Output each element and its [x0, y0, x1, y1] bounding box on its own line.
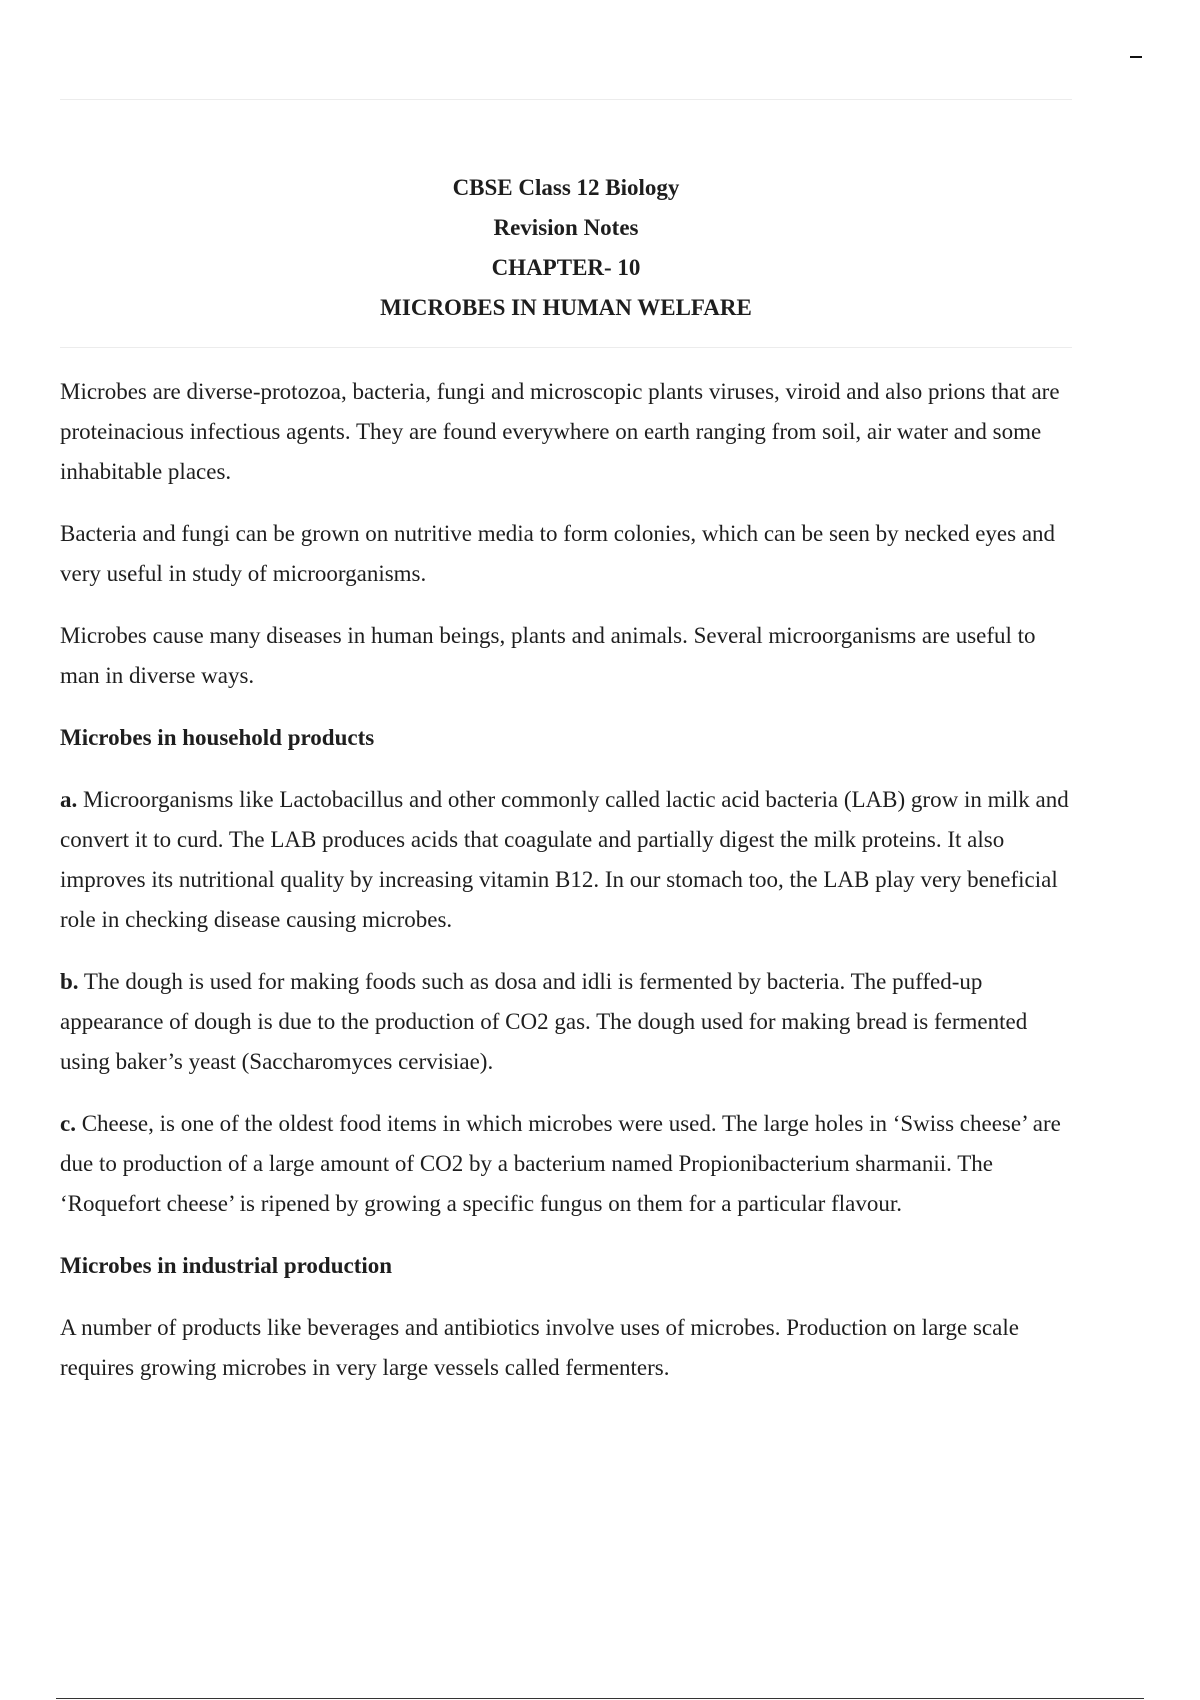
header-chapter-number: CHAPTER- 10 — [491, 255, 641, 280]
culture-paragraph: Bacteria and fungi can be grown on nutritive media to form colonies, which can be seen by necked eyes and very useful in study of microorganisms. — [60, 521, 1056, 586]
item-text: Cheese, is one of the oldest food items in which microbes were used. The large holes in ‘Swiss cheese’ are due to production of a large amount of CO2 by a bacterium named Propionibacterium sharmanii. The ‘Roquefort cheese’ is ripened by growing a specific fungus on them for a particular flavour. — [60, 1111, 1061, 1216]
diseases-paragraph: Microbes cause many diseases in human beings, plants and animals. Several microorganisms are useful to man in diverse ways. — [60, 623, 1036, 688]
item-text: The dough is used for making foods such as dosa and idli is fermented by bacteria. The puffed-up appearance of dough is due to the production of CO2 gas. The dough used for making bread is fermented using baker’s yeast (Saccharomyces cervisiae). — [60, 969, 1028, 1074]
document-header — [60, 168, 1072, 328]
header-notes-title: Revision Notes — [493, 215, 639, 240]
item-text: Microorganisms like Lactobacillus and other commonly called lactic acid bacteria (LAB) grow in milk and convert it to curd. The LAB produces acids that coagulate and partially digest the milk proteins. It also improves its nutritional quality by increasing vitamin B12. In our stomach too, the LAB play very beneficial role in checking disease causing microbes. — [60, 787, 1069, 932]
document-body — [60, 372, 1080, 1410]
household-item-a — [60, 780, 1080, 940]
industrial-heading: Microbes in industrial production — [60, 1253, 393, 1278]
top-divider — [60, 99, 1072, 100]
header-divider — [60, 347, 1072, 348]
item-marker: b. — [60, 969, 79, 994]
industrial-paragraph: A number of products like beverages and antibiotics involve uses of microbes. Production on large scale requires growing microbes in very large vessels called fermenters. — [60, 1315, 1019, 1380]
minimize-icon[interactable] — [1130, 56, 1142, 58]
header-chapter-title: MICROBES IN HUMAN WELFARE — [380, 295, 752, 320]
item-marker: a. — [60, 787, 78, 812]
household-item-b — [60, 962, 1080, 1082]
household-heading: Microbes in household products — [60, 725, 375, 750]
item-marker: c. — [60, 1111, 76, 1136]
bottom-divider — [56, 1698, 1144, 1699]
household-item-c — [60, 1104, 1080, 1224]
intro-paragraph: Microbes are diverse-protozoa, bacteria, fungi and microscopic plants viruses, viroid and also prions that are proteinacious infectious agents. They are found everywhere on earth ranging from soil, air water and some inhabitable places. — [60, 379, 1060, 484]
header-board-title: CBSE Class 12 Biology — [452, 175, 680, 200]
